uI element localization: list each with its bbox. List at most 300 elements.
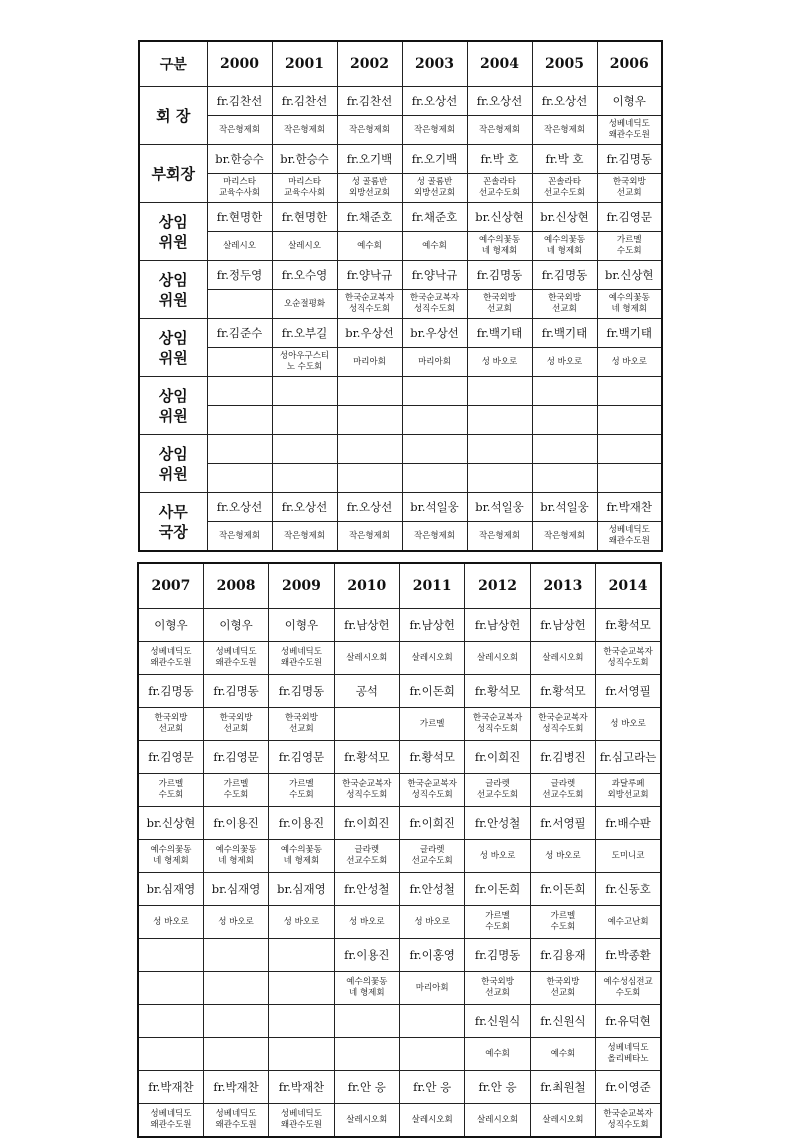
officer-name: fr.안 응: [334, 1071, 399, 1104]
organization-name: 작은형제회: [532, 522, 597, 552]
organization-name: 예수회: [402, 232, 467, 261]
officer-name: fr.박 호: [467, 145, 532, 174]
organization-name: 가르멜 수도회: [269, 774, 334, 807]
officer-name: fr.이용진: [203, 807, 268, 840]
name-row: [138, 1071, 661, 1104]
officer-name: fr.오상선: [532, 87, 597, 116]
organization-name: 한국순교복자 성직수도회: [596, 642, 661, 675]
organization-name: 성베네딕도 왜관수도원: [203, 1104, 268, 1138]
officer-name: [269, 939, 334, 972]
organization-name: 도미니코: [596, 840, 661, 873]
organization-name: [272, 464, 337, 493]
officer-name: fr.남상헌: [400, 609, 465, 642]
officer-name: br.우상선: [402, 319, 467, 348]
officer-name: fr.이희진: [465, 741, 530, 774]
organization-name: [334, 1038, 399, 1071]
name-row: [139, 261, 662, 290]
officer-name: fr.안 응: [465, 1071, 530, 1104]
organization-name: 예수의꽃동 네 형제회: [467, 232, 532, 261]
officer-name: [203, 1005, 268, 1038]
officer-name: fr.황석모: [334, 741, 399, 774]
officer-name: fr.오부길: [272, 319, 337, 348]
organization-name: 가르멜 수도회: [203, 774, 268, 807]
org-row: [139, 232, 662, 261]
officer-name: fr.백기태: [532, 319, 597, 348]
name-row: [139, 87, 662, 116]
organization-name: 예수의꽃동 네 형제회: [532, 232, 597, 261]
officer-name: fr.안성철: [334, 873, 399, 906]
organization-name: 한국외방 선교회: [465, 972, 530, 1005]
organization-name: 예수의꽃동 네 형제회: [334, 972, 399, 1005]
officer-name: [467, 377, 532, 406]
organization-name: 성 바오로: [269, 906, 334, 939]
officer-name: fr.김찬선: [337, 87, 402, 116]
organization-name: 성베네딕도 왜관수도원: [269, 642, 334, 675]
organization-name: 마리스타 교육수사회: [272, 174, 337, 203]
organization-name: 글라렛 선교수도회: [400, 840, 465, 873]
organization-name: [400, 1038, 465, 1071]
organization-name: 작은형제회: [467, 522, 532, 552]
organization-name: 성 바오로: [467, 348, 532, 377]
officer-name: [400, 1005, 465, 1038]
organization-name: 살레시오: [207, 232, 272, 261]
organization-name: [138, 1038, 203, 1071]
officer-name: fr.심고라는: [596, 741, 661, 774]
organization-name: [532, 464, 597, 493]
organization-name: 성베네딕도 왜관수도원: [138, 1104, 203, 1138]
organization-name: 살레시오회: [530, 1104, 595, 1138]
officer-name: fr.김찬선: [272, 87, 337, 116]
organization-name: 한국외방 선교회: [269, 708, 334, 741]
year-header: 2014: [596, 563, 661, 609]
organization-name: 예수의꽃동 네 형제회: [269, 840, 334, 873]
officer-name: [272, 435, 337, 464]
role-label: 상임 위원: [139, 203, 207, 261]
organization-name: 한국외방 선교회: [467, 290, 532, 319]
year-header: 2004: [467, 41, 532, 87]
organization-name: 가르멜 수도회: [138, 774, 203, 807]
name-row: [138, 873, 661, 906]
organization-name: [269, 972, 334, 1005]
officer-name: fr.김준수: [207, 319, 272, 348]
organization-name: 작은형제회: [337, 522, 402, 552]
organization-name: 작은형제회: [532, 116, 597, 145]
year-header: 2010: [334, 563, 399, 609]
officer-name: fr.배수판: [596, 807, 661, 840]
organization-name: 한국순교복자 성직수도회: [334, 774, 399, 807]
officer-name: fr.서영필: [530, 807, 595, 840]
officer-name: [138, 939, 203, 972]
officer-name: [337, 377, 402, 406]
organization-name: 살레시오회: [465, 1104, 530, 1138]
organization-name: 작은형제회: [272, 116, 337, 145]
organization-name: 작은형제회: [402, 522, 467, 552]
officer-name: fr.이영준: [596, 1071, 661, 1104]
officer-name: fr.김영문: [203, 741, 268, 774]
name-row: [138, 609, 661, 642]
officer-name: fr.신원식: [530, 1005, 595, 1038]
officer-name: fr.김명동: [467, 261, 532, 290]
officer-name: [532, 435, 597, 464]
organization-name: [272, 406, 337, 435]
officer-name: fr.안 응: [400, 1071, 465, 1104]
organization-name: 성베네딕도 올리베타노: [596, 1038, 661, 1071]
organization-name: 작은형제회: [272, 522, 337, 552]
organization-name: 성베네딕도 왜관수도원: [597, 522, 662, 552]
officer-name: br.신상현: [138, 807, 203, 840]
officer-name: br.석일웅: [532, 493, 597, 522]
organization-name: [138, 972, 203, 1005]
name-row: [138, 741, 661, 774]
organization-name: 살레시오: [272, 232, 337, 261]
organization-name: 성 바오로: [532, 348, 597, 377]
officer-name: br.심재영: [269, 873, 334, 906]
organization-name: 예수회: [465, 1038, 530, 1071]
officer-name: fr.신동호: [596, 873, 661, 906]
organization-name: 한국순교복자 성직수도회: [465, 708, 530, 741]
name-row: [138, 939, 661, 972]
name-row: [138, 675, 661, 708]
organization-name: 글라렛 선교수도회: [465, 774, 530, 807]
organization-name: 작은형제회: [467, 116, 532, 145]
officer-name: br.신상현: [467, 203, 532, 232]
organization-name: 성 바오로: [530, 840, 595, 873]
officer-name: fr.오상선: [272, 493, 337, 522]
organization-name: [467, 464, 532, 493]
officer-name: br.심재영: [138, 873, 203, 906]
officers-table-2007-2014: [137, 562, 662, 1138]
organization-name: 한국순교복자 성직수도회: [337, 290, 402, 319]
header-row: [138, 563, 661, 609]
organization-name: [203, 972, 268, 1005]
year-header: 2002: [337, 41, 402, 87]
header-label: 구분: [139, 41, 207, 87]
organization-name: 한국외방 선교회: [138, 708, 203, 741]
org-row: [139, 116, 662, 145]
organization-name: 한국순교복자 성직수도회: [530, 708, 595, 741]
officer-name: fr.박재찬: [203, 1071, 268, 1104]
year-header: 2006: [597, 41, 662, 87]
role-label: 상임 위원: [139, 435, 207, 493]
name-row: [139, 435, 662, 464]
org-row: [138, 1104, 661, 1138]
organization-name: 성 바오로: [334, 906, 399, 939]
officer-name: fr.채준호: [402, 203, 467, 232]
organization-name: 성 바오로: [597, 348, 662, 377]
officer-name: [597, 435, 662, 464]
officer-name: fr.백기태: [467, 319, 532, 348]
organization-name: [207, 464, 272, 493]
org-row: [138, 642, 661, 675]
officer-name: fr.김영문: [597, 203, 662, 232]
year-header: 2013: [530, 563, 595, 609]
officer-name: fr.이용진: [269, 807, 334, 840]
officer-name: fr.김명동: [465, 939, 530, 972]
org-row: [138, 774, 661, 807]
officer-name: fr.김명동: [138, 675, 203, 708]
officer-name: [467, 435, 532, 464]
officer-name: fr.황석모: [596, 609, 661, 642]
officer-name: 이형우: [597, 87, 662, 116]
organization-name: [269, 1038, 334, 1071]
officer-name: fr.현명한: [272, 203, 337, 232]
officer-name: [597, 377, 662, 406]
organization-name: 성베네딕도 왜관수도원: [138, 642, 203, 675]
officer-name: br.우상선: [337, 319, 402, 348]
organization-name: 예수의꽃동 네 형제회: [138, 840, 203, 873]
role-label: 상임 위원: [139, 261, 207, 319]
role-label: 상임 위원: [139, 377, 207, 435]
org-row: [138, 972, 661, 1005]
organization-name: 작은형제회: [207, 522, 272, 552]
officer-name: br.한승수: [272, 145, 337, 174]
organization-name: 예수성심전교 수도회: [596, 972, 661, 1005]
officer-name: fr.오상선: [402, 87, 467, 116]
name-row: [139, 319, 662, 348]
organization-name: 가르멜 수도회: [597, 232, 662, 261]
officer-name: fr.김용재: [530, 939, 595, 972]
officer-name: fr.안성철: [400, 873, 465, 906]
officer-name: [272, 377, 337, 406]
year-header: 2007: [138, 563, 203, 609]
organization-name: 살레시오회: [400, 1104, 465, 1138]
organization-name: [532, 406, 597, 435]
year-header: 2009: [269, 563, 334, 609]
officer-name: fr.김영문: [269, 741, 334, 774]
officer-name: 이형우: [138, 609, 203, 642]
officer-name: 공석: [334, 675, 399, 708]
organization-name: 작은형제회: [337, 116, 402, 145]
org-row: [139, 290, 662, 319]
year-header: 2011: [400, 563, 465, 609]
organization-name: 예수의꽃동 네 형제회: [203, 840, 268, 873]
organization-name: 한국순교복자 성직수도회: [400, 774, 465, 807]
name-row: [139, 203, 662, 232]
organization-name: [337, 406, 402, 435]
org-row: [139, 464, 662, 493]
officer-name: fr.이돈희: [530, 873, 595, 906]
name-row: [139, 493, 662, 522]
organization-name: [402, 406, 467, 435]
year-header: 2008: [203, 563, 268, 609]
role-label: 회 장: [139, 87, 207, 145]
officer-name: fr.박 호: [532, 145, 597, 174]
officer-name: fr.오수영: [272, 261, 337, 290]
officer-name: fr.김명동: [532, 261, 597, 290]
year-header: 2003: [402, 41, 467, 87]
officer-name: fr.남상헌: [465, 609, 530, 642]
organization-name: 작은형제회: [207, 116, 272, 145]
officer-name: fr.신원식: [465, 1005, 530, 1038]
organization-name: 성베네딕도 왜관수도원: [203, 642, 268, 675]
organization-name: 한국외방 선교회: [532, 290, 597, 319]
organization-name: [203, 1038, 268, 1071]
organization-name: [402, 464, 467, 493]
organization-name: [337, 464, 402, 493]
officer-name: fr.안성철: [465, 807, 530, 840]
officer-name: fr.양낙규: [337, 261, 402, 290]
officer-name: fr.채준호: [337, 203, 402, 232]
organization-name: 성 바오로: [400, 906, 465, 939]
organization-name: 살레시오회: [530, 642, 595, 675]
officer-name: [532, 377, 597, 406]
officer-name: fr.황석모: [530, 675, 595, 708]
officer-name: fr.오기백: [402, 145, 467, 174]
organization-name: [334, 708, 399, 741]
role-label: 상임 위원: [139, 319, 207, 377]
officer-name: [207, 377, 272, 406]
org-row: [139, 348, 662, 377]
organization-name: 살레시오회: [334, 1104, 399, 1138]
officer-name: fr.오상선: [467, 87, 532, 116]
officer-name: fr.현명한: [207, 203, 272, 232]
organization-name: 성 바오로: [465, 840, 530, 873]
officer-name: br.한승수: [207, 145, 272, 174]
name-row: [139, 145, 662, 174]
organization-name: 꼰솔라타 선교수도회: [467, 174, 532, 203]
organization-name: 예수고난회: [596, 906, 661, 939]
organization-name: 한국순교복자 성직수도회: [402, 290, 467, 319]
organization-name: [467, 406, 532, 435]
officer-name: 이형우: [203, 609, 268, 642]
organization-name: 마리아회: [400, 972, 465, 1005]
org-row: [138, 1038, 661, 1071]
officer-name: fr.이희진: [334, 807, 399, 840]
officer-name: [334, 1005, 399, 1038]
officer-name: fr.박재찬: [138, 1071, 203, 1104]
organization-name: 성베네딕도 왜관수도원: [597, 116, 662, 145]
officer-name: [337, 435, 402, 464]
officer-name: [402, 435, 467, 464]
year-header: 2005: [532, 41, 597, 87]
org-row: [139, 406, 662, 435]
org-row: [138, 906, 661, 939]
organization-name: 한국외방 선교회: [597, 174, 662, 203]
organization-name: 예수의꽃동 네 형제회: [597, 290, 662, 319]
organization-name: 살레시오회: [465, 642, 530, 675]
header-row: [139, 41, 662, 87]
year-header: 2001: [272, 41, 337, 87]
org-row: [139, 174, 662, 203]
year-header: 2000: [207, 41, 272, 87]
organization-name: 가르멜 수도회: [465, 906, 530, 939]
role-label: 사무 국장: [139, 493, 207, 552]
name-row: [138, 1005, 661, 1038]
organization-name: 마리스타 교육수사회: [207, 174, 272, 203]
officer-name: fr.김찬선: [207, 87, 272, 116]
organization-name: 성 바오로: [596, 708, 661, 741]
officer-name: fr.남상헌: [530, 609, 595, 642]
organization-name: 글라렛 선교수도회: [530, 774, 595, 807]
officer-name: 이형우: [269, 609, 334, 642]
name-row: [138, 807, 661, 840]
organization-name: 성 바오로: [203, 906, 268, 939]
officer-name: fr.박재찬: [269, 1071, 334, 1104]
organization-name: 꼰솔라타 선교수도회: [532, 174, 597, 203]
organization-name: [207, 290, 272, 319]
officer-name: fr.유덕현: [596, 1005, 661, 1038]
organization-name: 예수회: [530, 1038, 595, 1071]
officer-name: fr.이홍영: [400, 939, 465, 972]
officer-name: fr.오상선: [337, 493, 402, 522]
officer-name: br.석일웅: [402, 493, 467, 522]
organization-name: 마리아회: [402, 348, 467, 377]
organization-name: [597, 406, 662, 435]
officer-name: fr.이돈희: [400, 675, 465, 708]
officer-name: fr.황석모: [400, 741, 465, 774]
organization-name: 성 골롬반 외방선교회: [337, 174, 402, 203]
officer-name: fr.이희진: [400, 807, 465, 840]
organization-name: 한국순교복자 성직수도회: [596, 1104, 661, 1138]
officer-name: fr.서영필: [596, 675, 661, 708]
organization-name: [207, 348, 272, 377]
officer-name: fr.김영문: [138, 741, 203, 774]
name-row: [139, 377, 662, 406]
officer-name: [203, 939, 268, 972]
organization-name: 마리아회: [337, 348, 402, 377]
officer-name: [402, 377, 467, 406]
officer-name: fr.김병진: [530, 741, 595, 774]
officer-name: fr.이돈희: [465, 873, 530, 906]
officer-name: br.신상현: [532, 203, 597, 232]
officer-name: fr.양낙규: [402, 261, 467, 290]
officer-name: [138, 1005, 203, 1038]
organization-name: 성 골롬반 외방선교회: [402, 174, 467, 203]
organization-name: 오순절평화: [272, 290, 337, 319]
organization-name: 가르멜: [400, 708, 465, 741]
officer-name: [207, 435, 272, 464]
officer-name: [269, 1005, 334, 1038]
officer-name: br.신상현: [597, 261, 662, 290]
officer-name: fr.박종환: [596, 939, 661, 972]
organization-name: [207, 406, 272, 435]
officer-name: br.석일웅: [467, 493, 532, 522]
organization-name: 작은형제회: [402, 116, 467, 145]
officers-table-2000-2006: [138, 40, 663, 552]
officer-name: fr.이용진: [334, 939, 399, 972]
organization-name: 성베네딕도 왜관수도원: [269, 1104, 334, 1138]
org-row: [138, 708, 661, 741]
officer-name: fr.박재찬: [597, 493, 662, 522]
officer-name: br.심재영: [203, 873, 268, 906]
officer-name: fr.오기백: [337, 145, 402, 174]
officer-name: fr.정두영: [207, 261, 272, 290]
officer-name: fr.김명동: [203, 675, 268, 708]
organization-name: 성아우구스티 노 수도회: [272, 348, 337, 377]
organization-name: 한국외방 선교회: [203, 708, 268, 741]
organization-name: 글라렛 선교수도회: [334, 840, 399, 873]
organization-name: 과달루페 외방선교회: [596, 774, 661, 807]
officer-name: fr.김명동: [597, 145, 662, 174]
organization-name: 살레시오회: [334, 642, 399, 675]
org-row: [139, 522, 662, 552]
officer-name: fr.남상헌: [334, 609, 399, 642]
officer-name: fr.백기태: [597, 319, 662, 348]
organization-name: 가르멜 수도회: [530, 906, 595, 939]
organization-name: 살레시오회: [400, 642, 465, 675]
organization-name: 성 바오로: [138, 906, 203, 939]
year-header: 2012: [465, 563, 530, 609]
organization-name: [597, 464, 662, 493]
organization-name: 예수회: [337, 232, 402, 261]
role-label: 부회장: [139, 145, 207, 203]
org-row: [138, 840, 661, 873]
officer-name: fr.최원철: [530, 1071, 595, 1104]
officer-name: fr.김명동: [269, 675, 334, 708]
officer-name: fr.오상선: [207, 493, 272, 522]
organization-name: 한국외방 선교회: [530, 972, 595, 1005]
officer-name: fr.황석모: [465, 675, 530, 708]
